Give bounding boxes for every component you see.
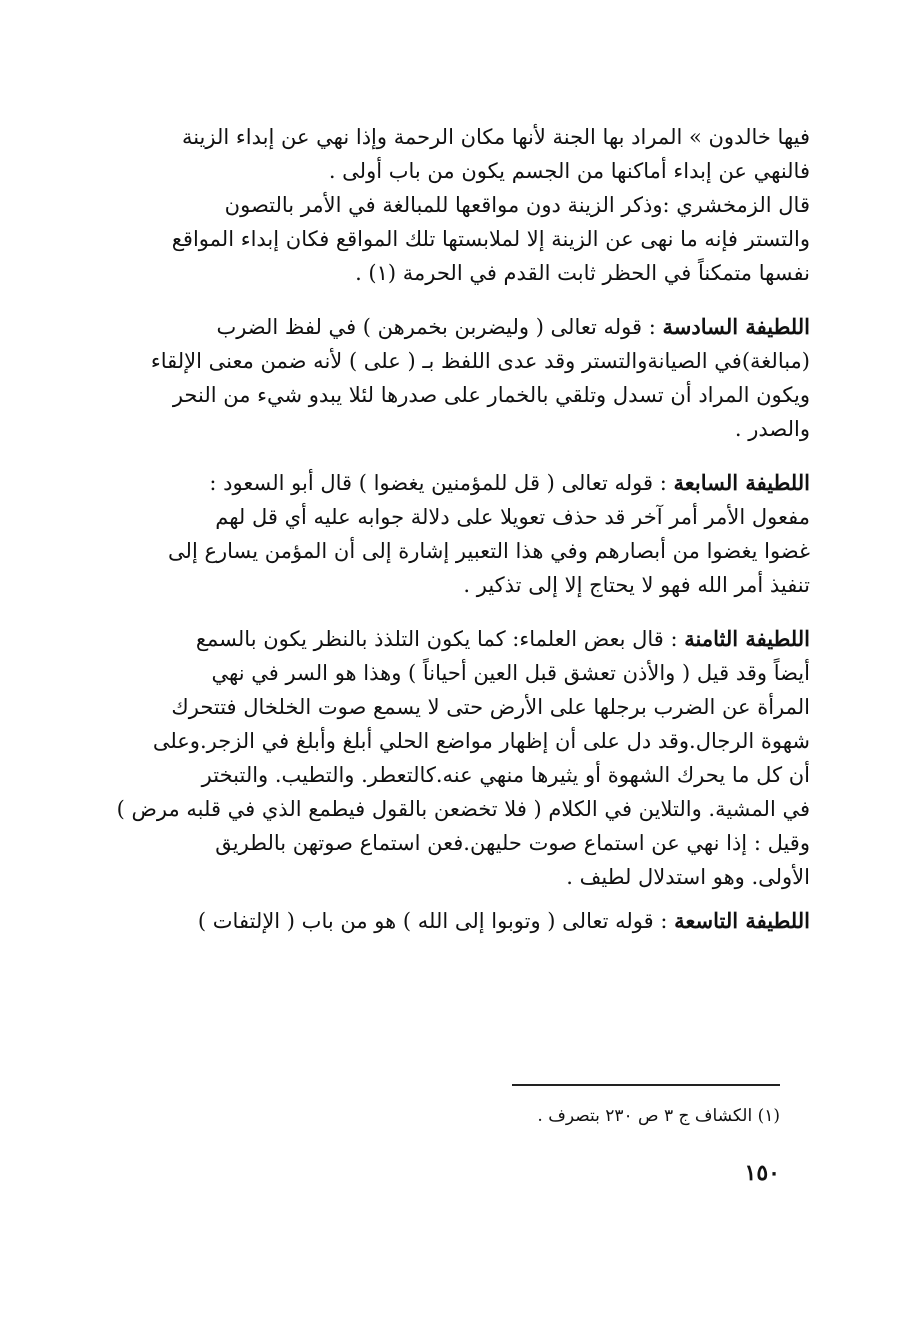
section-first-line bbox=[100, 310, 810, 344]
text-line: (مبالغة)في الصيانةوالتستر وقد عدى اللفظ بـ ( على ) لأنه ضمن معنى الإلقاء bbox=[150, 349, 810, 373]
text-line: مفعول الأمر أمر آخر قد حذف تعويلا على دلالة جوابه عليه أي قل لهم bbox=[215, 505, 810, 529]
section-first-line bbox=[100, 904, 810, 938]
text-line: الأولى. وهو استدلال لطيف . bbox=[566, 865, 810, 889]
text-line: غضوا يغضوا من أبصارهم وفي هذا التعبير إشارة إلى أن المؤمن يسارع إلى bbox=[168, 539, 810, 563]
section-heading: اللطيفة السابعة bbox=[673, 470, 810, 495]
text-line: أن كل ما يحرك الشهوة أو يثيرها منهي عنه.كالتعطر. والتطيب. والتبختر bbox=[201, 763, 810, 787]
text-line: المرأة عن الضرب برجلها على الأرض حتى لا يسمع صوت الخلخال فتتحرك bbox=[171, 695, 810, 719]
text-line: شهوة الرجال.وقد دل على أن إظهار مواضع الحلي أبلغ وأبلغ في الزجر.وعلى bbox=[152, 729, 810, 753]
section-heading: اللطيفة التاسعة bbox=[674, 908, 810, 933]
main-text bbox=[100, 120, 810, 938]
section-first-line-text: : قوله تعالى ( وتوبوا إلى الله ) هو من باب ( الإلتفات ) bbox=[197, 909, 675, 933]
text-line: والصدر . bbox=[734, 417, 810, 441]
section-first-line-text: : قوله تعالى ( قل للمؤمنين يغضوا ) قال أبو السعود : bbox=[209, 471, 674, 495]
text-line: في المشية. والتلاين في الكلام ( فلا تخضعن بالقول فيطمع الذي في قلبه مرض ) bbox=[116, 797, 810, 821]
text-line: فالنهي عن إبداء أماكنها من الجسم يكون من باب أولى . bbox=[328, 159, 810, 183]
text-line: وقيل : إذا نهي عن استماع صوت حليهن.فعن استماع صوتهن بالطريق bbox=[215, 831, 810, 855]
footnote: (١) الكشاف ج ٣ ص ٢٣٠ بتصرف . bbox=[537, 1106, 780, 1126]
text-line: ويكون المراد أن تسدل وتلقي بالخمار على صدرها لئلا يبدو شيء من النحر bbox=[172, 383, 810, 407]
section-first-line-text: : قوله تعالى ( وليضربن بخمرهن ) في لفظ الضرب bbox=[216, 315, 663, 339]
section-first-line bbox=[100, 466, 810, 500]
section-first-line-text: : قال بعض العلماء: كما يكون التلذذ بالنظر يكون بالسمع bbox=[195, 627, 685, 651]
section-heading: اللطيفة السادسة bbox=[662, 314, 810, 339]
footnote-separator bbox=[512, 1084, 780, 1086]
text-line: والتستر فإنه ما نهى عن الزينة إلا لملابستها تلك المواقع فكان إبداء المواقع bbox=[171, 227, 810, 251]
text-line: فيها خالدون » المراد بها الجنة لأنها مكان الرحمة وإذا نهي عن إبداء الزينة bbox=[181, 125, 810, 149]
text-line: أيضاً وقد قيل ( والأذن تعشق قبل العين أحياناً ) وهذا هو السر في نهي bbox=[211, 661, 810, 685]
text-line: قال الزمخشري :وذكر الزينة دون مواقعها للمبالغة في الأمر بالتصون bbox=[224, 193, 810, 217]
page-number: ١٥٠ bbox=[744, 1160, 780, 1186]
section-heading: اللطيفة الثامنة bbox=[684, 626, 810, 651]
text-line: تنفيذ أمر الله فهو لا يحتاج إلا إلى تذكير . bbox=[463, 573, 810, 597]
section-first-line bbox=[100, 622, 810, 656]
text-line: نفسها متمكناً في الحظر ثابت القدم في الحرمة (١) . bbox=[355, 261, 810, 285]
